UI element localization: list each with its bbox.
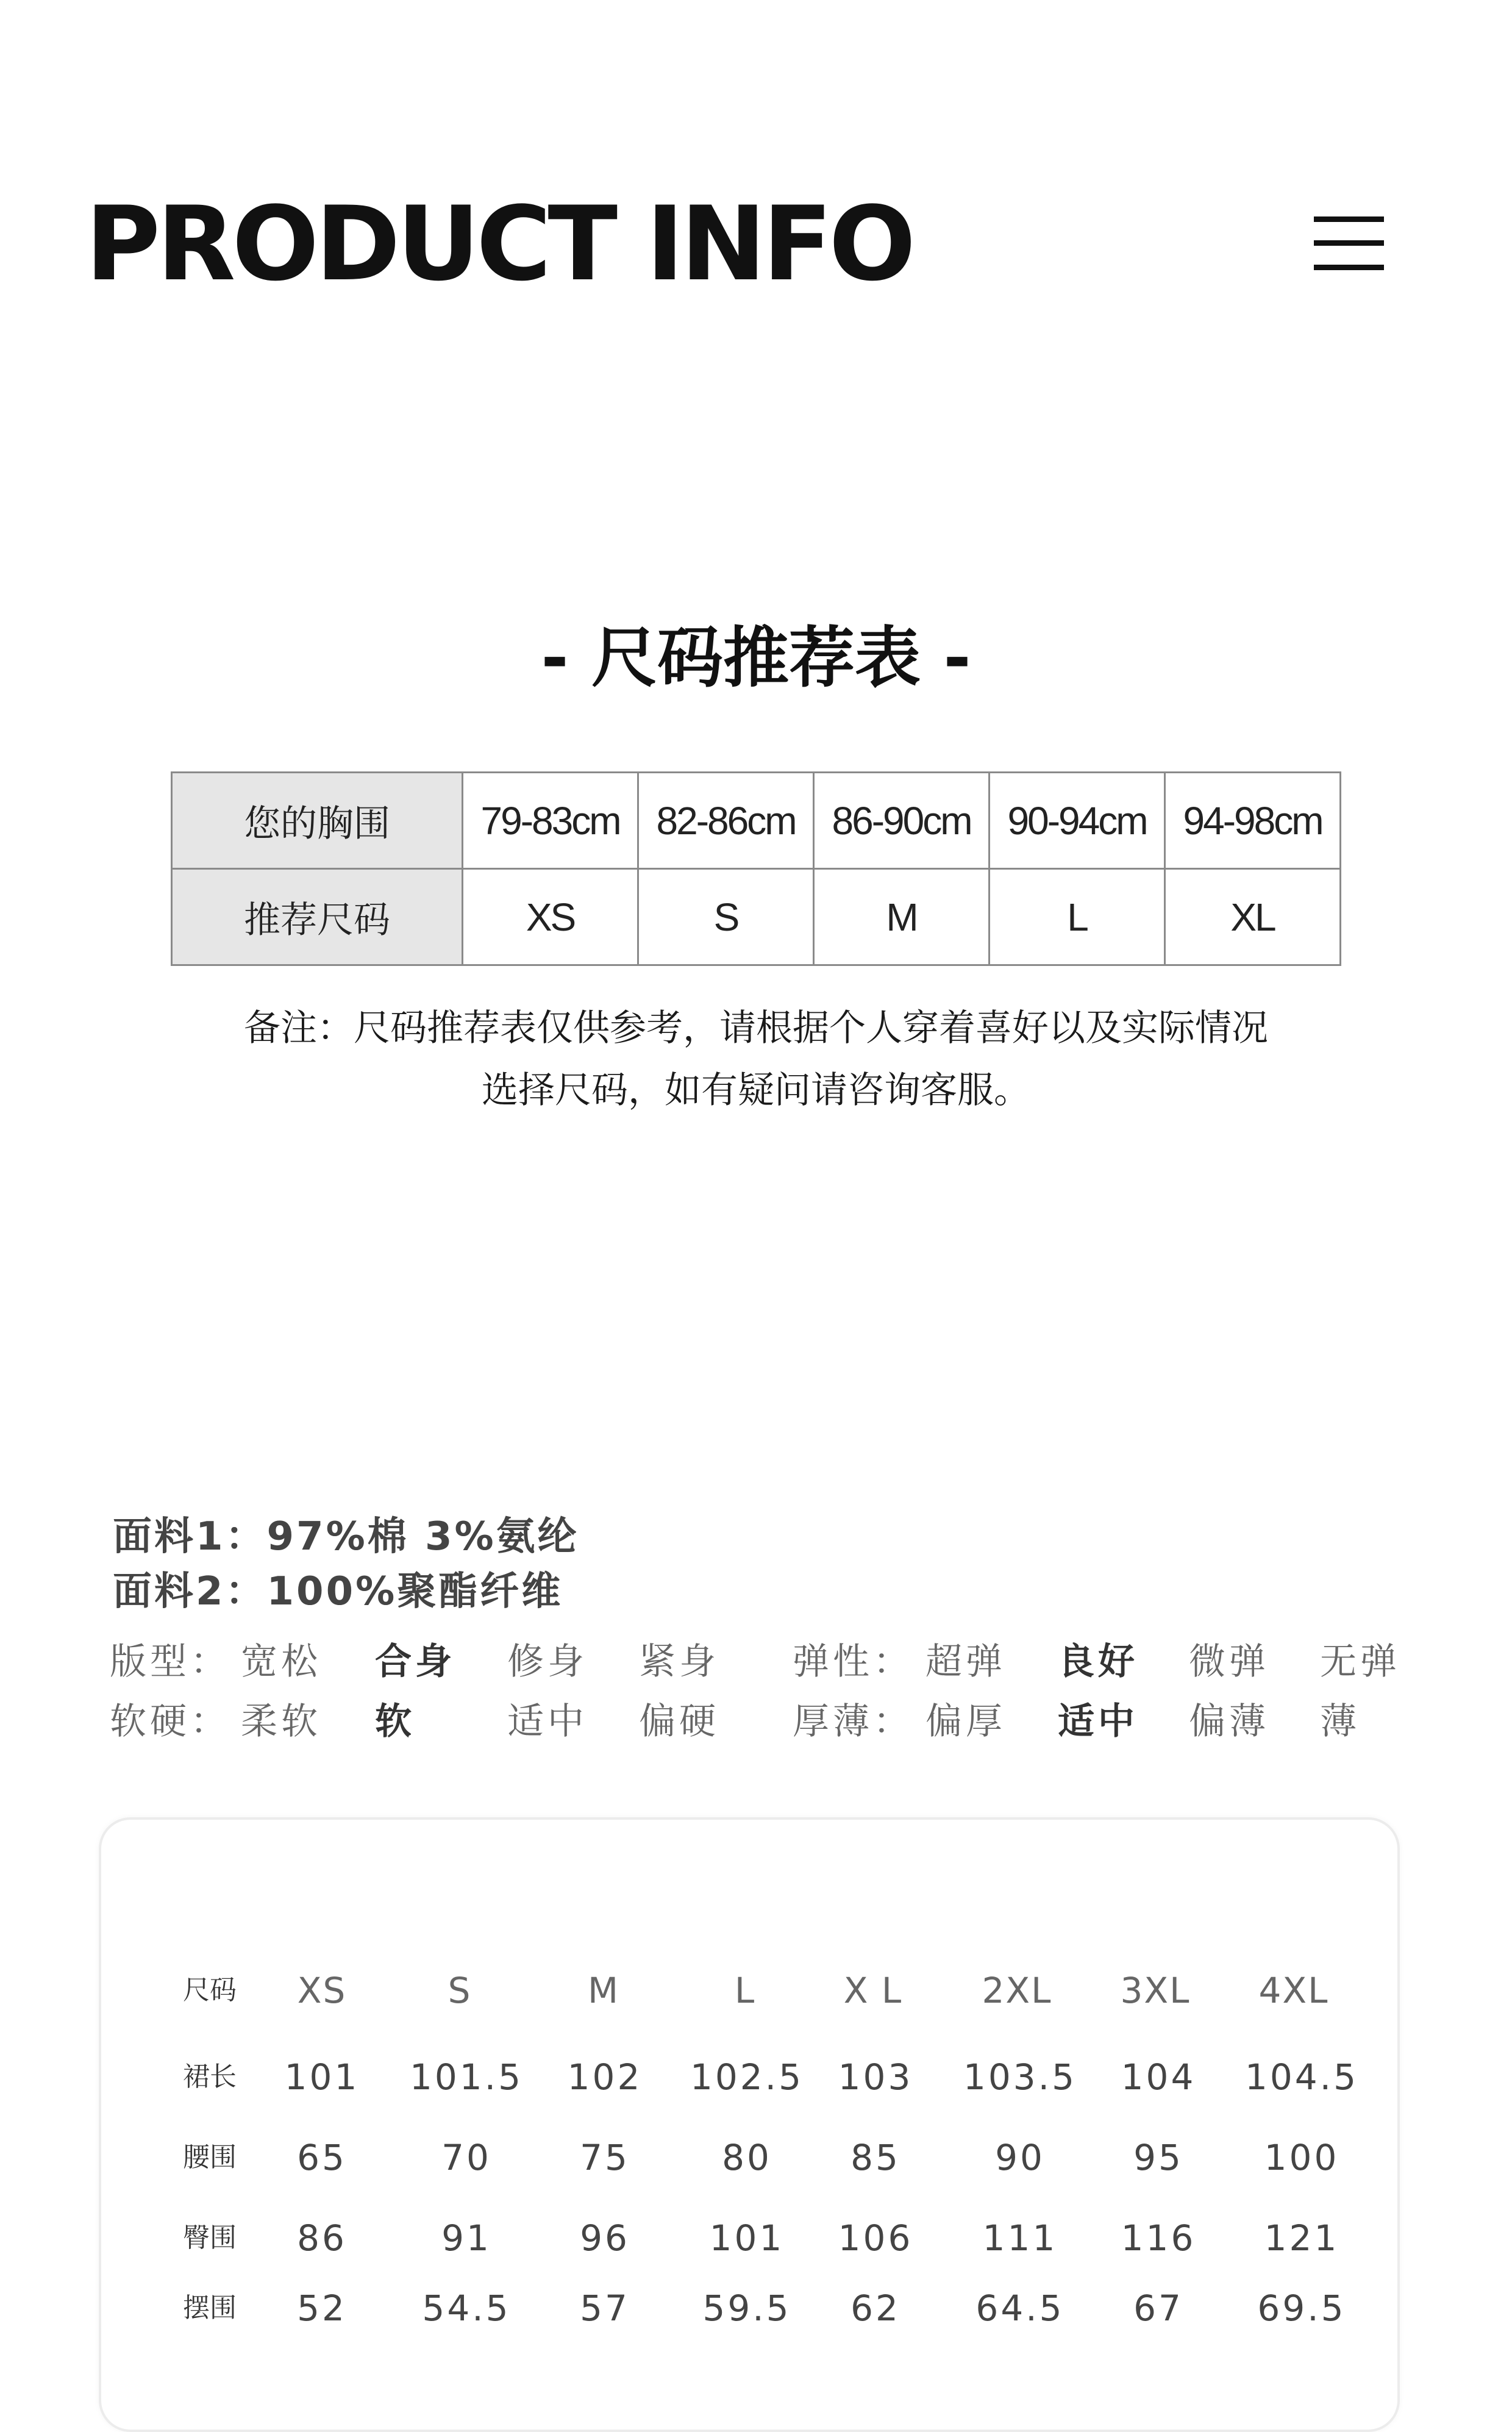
elasticity-option: 超弹 [925, 1640, 1006, 1683]
size-header-cell: 3XL [1120, 1970, 1191, 2011]
size-recommendation-title: - 尺码推荐表 - [541, 620, 971, 696]
value-cell: 96 [580, 2217, 630, 2259]
recommended-size-cell: S [638, 869, 814, 965]
thickness-option: 薄 [1320, 1700, 1360, 1743]
value-cell: 62 [850, 2287, 900, 2329]
recommended-size-cell: M [814, 869, 990, 965]
bust-label: 您的胸围 [172, 773, 463, 869]
value-cell: 65 [297, 2137, 347, 2178]
value-cell: 101 [709, 2217, 785, 2259]
row-label: 裙长 [183, 2061, 237, 2092]
value-cell: 95 [1133, 2137, 1183, 2178]
elasticity-label: 弹性： [793, 1640, 913, 1683]
fabric-line: 面料1：97%棉 3%氨纶 [113, 1514, 579, 1559]
thickness-option-selected: 适中 [1058, 1700, 1138, 1743]
bust-range-cell: 90-94cm [990, 773, 1165, 869]
bust-range-cell: 94-98cm [1165, 773, 1341, 869]
softness-option: 适中 [507, 1700, 588, 1743]
fit-label: 版型： [110, 1640, 230, 1683]
recommended-size-cell: XS [463, 869, 638, 965]
fit-option-selected: 合身 [375, 1640, 455, 1683]
menu-bar [1314, 240, 1384, 246]
value-cell: 90 [995, 2137, 1045, 2178]
value-cell: 102 [567, 2056, 643, 2098]
value-cell: 54.5 [422, 2287, 511, 2329]
value-cell: 52 [297, 2287, 347, 2329]
fit-option: 宽松 [241, 1640, 321, 1683]
bust-range-cell: 82-86cm [638, 773, 814, 869]
value-cell: 103.5 [963, 2056, 1077, 2098]
attribute-row-fit-elasticity [110, 1634, 1451, 1689]
fabric-line: 面料2：100%聚酯纤维 [113, 1569, 563, 1614]
size-header-cell: 4XL [1258, 1970, 1329, 2011]
size-chart-row [0, 2127, 1512, 2188]
value-cell: 64.5 [975, 2287, 1064, 2329]
value-cell: 101 [284, 2056, 360, 2098]
value-cell: 104 [1121, 2056, 1196, 2098]
value-cell: 101.5 [409, 2056, 524, 2098]
row-label: 腰围 [183, 2142, 237, 2173]
value-cell: 80 [722, 2137, 772, 2178]
value-cell: 67 [1133, 2287, 1183, 2329]
value-cell: 69.5 [1257, 2287, 1346, 2329]
value-cell: 116 [1121, 2217, 1196, 2259]
hamburger-menu-icon[interactable] [1314, 216, 1384, 270]
bust-row [172, 773, 1341, 869]
page-title: PRODUCT INFO [85, 184, 913, 304]
size-header-cell: 2XL [982, 1970, 1052, 2011]
value-cell: 91 [441, 2217, 491, 2259]
note-line: 备注：尺码推荐表仅供参考，请根据个人穿着喜好以及实际情况 [244, 1007, 1268, 1050]
menu-bar [1314, 216, 1384, 222]
value-cell: 121 [1264, 2217, 1339, 2259]
size-recommendation-table [171, 771, 1341, 966]
value-cell: 103 [838, 2056, 913, 2098]
size-chart-row [0, 2278, 1512, 2339]
value-cell: 59.5 [702, 2287, 791, 2329]
elasticity-option-selected: 良好 [1058, 1640, 1138, 1683]
value-cell: 75 [580, 2137, 630, 2178]
size-chart-row [0, 2047, 1512, 2108]
size-header-cell: S [448, 1970, 472, 2011]
softness-option-selected: 软 [375, 1700, 415, 1743]
fabric-info [113, 1509, 579, 1619]
size-header-cell: XS [297, 1970, 347, 2011]
thickness-option: 偏薄 [1189, 1700, 1269, 1743]
value-cell: 70 [441, 2137, 491, 2178]
menu-bar [1314, 265, 1384, 270]
softness-label: 软硬： [110, 1700, 230, 1743]
row-label: 臀围 [183, 2222, 237, 2253]
value-cell: 102.5 [690, 2056, 804, 2098]
attribute-row-softness-thickness [110, 1694, 1451, 1749]
size-header-cell: M [587, 1970, 620, 2011]
size-header-cell: L [734, 1970, 756, 2011]
recommended-size-row [172, 869, 1341, 965]
value-cell: 106 [838, 2217, 913, 2259]
bust-range-cell: 86-90cm [814, 773, 990, 869]
value-cell: 57 [580, 2287, 630, 2329]
recommended-size-cell: L [990, 869, 1165, 965]
page-header [85, 183, 1427, 305]
fit-option: 修身 [507, 1640, 588, 1683]
size-header-label: 尺码 [183, 1975, 237, 2006]
softness-option: 柔软 [241, 1700, 321, 1743]
size-chart-row [0, 2208, 1512, 2269]
value-cell: 85 [850, 2137, 900, 2178]
size-note [146, 997, 1366, 1121]
row-label: 摆围 [183, 2292, 237, 2323]
thickness-option: 偏厚 [925, 1700, 1006, 1743]
value-cell: 100 [1264, 2137, 1339, 2178]
elasticity-option: 微弹 [1189, 1640, 1269, 1683]
size-chart-header-row [0, 1960, 1512, 2021]
value-cell: 86 [297, 2217, 347, 2259]
fit-option: 紧身 [639, 1640, 719, 1683]
size-header-cell: X L [843, 1970, 903, 2011]
size-chart-card [99, 1817, 1400, 2432]
value-cell: 104.5 [1244, 2056, 1359, 2098]
softness-option: 偏硬 [639, 1700, 719, 1743]
thickness-label: 厚薄： [793, 1700, 913, 1743]
note-line: 选择尺码，如有疑问请咨询客服。 [482, 1069, 1030, 1112]
elasticity-option: 无弹 [1320, 1640, 1400, 1683]
recommended-size-label: 推荐尺码 [172, 869, 463, 965]
recommended-size-cell: XL [1165, 869, 1341, 965]
bust-range-cell: 79-83cm [463, 773, 638, 869]
value-cell: 111 [982, 2217, 1058, 2259]
